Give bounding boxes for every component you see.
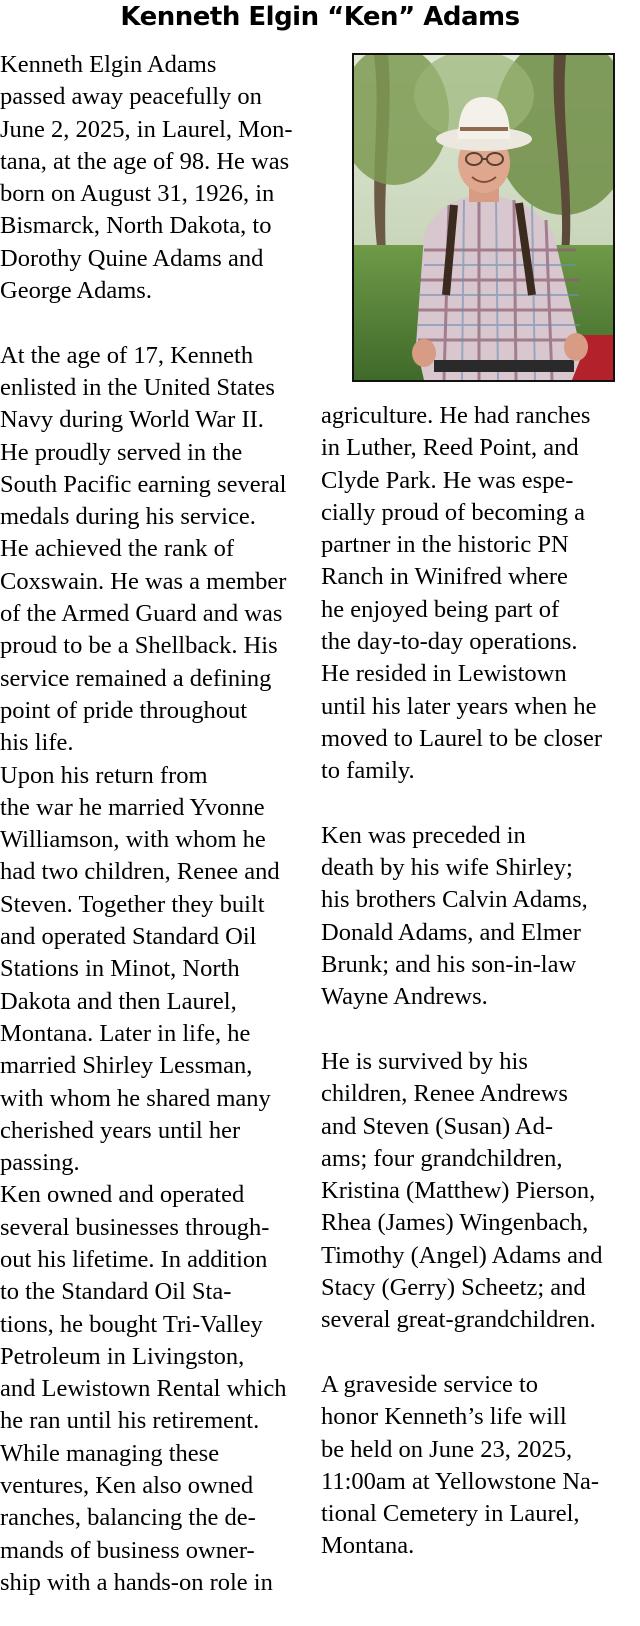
text-line: Montana. Later in life, he [0,1019,251,1047]
text-line: the day-to-day operations. [321,628,578,656]
text-line: He achieved the rank of [0,535,234,563]
text-line: born on August 31, 1926, in [0,180,275,208]
text-line: to the Standard Oil Sta- [0,1278,232,1306]
text-line: Brunk; and his son-in-law [321,951,577,979]
text-line: Timothy (Angel) Adams and [321,1241,603,1269]
text-line: Bismarck, North Dakota, to [0,212,272,240]
text-line: children, Renee Andrews [321,1080,568,1108]
text-line: honor Kenneth’s life will [321,1403,567,1431]
text-line: cially proud of becoming a [321,498,585,526]
text-line: his life. [0,729,74,757]
text-line: moved to Laurel to be closer [321,724,602,752]
text-line: married Shirley Lessman, [0,1052,253,1080]
text-line: He resided in Lewistown [321,660,567,688]
text-line: Rhea (James) Wingenbach, [321,1209,589,1237]
text-line: 11:00am at Yellowstone Na- [321,1467,600,1495]
text-line: Kenneth Elgin Adams [0,51,217,78]
text-line: death by his wife Shirley; [321,854,573,882]
text-line: Navy during World War II. [0,406,264,434]
text-line: Coxswain. He was a member [0,567,287,595]
text-line: ship with a hands-on role in [0,1568,273,1596]
text-line: tions, he bought Tri-Valley [0,1310,263,1338]
text-line: Dorothy Quine Adams and [0,244,264,272]
text-line: point of pride throughout [0,696,248,724]
text-line: and operated Standard Oil [0,923,257,951]
text-line: He is survived by his [321,1047,528,1075]
portrait-photo [352,53,615,382]
obituary-left-column [0,49,310,1599]
text-line: Clyde Park. He was espe- [321,466,574,494]
text-line: Steven. Together they built [0,890,265,918]
text-line: he enjoyed being part of [321,595,560,623]
obituary-right-column [321,400,636,1563]
paragraph-break [321,788,636,820]
text-line: his brothers Calvin Adams, [321,886,588,914]
text-line: Ken was preceded in [321,821,526,849]
text-line: mands of business owner- [0,1536,255,1564]
text-line: Dakota and then Laurel, [0,987,237,1015]
text-line: enlisted in the United States [0,373,275,401]
text-line: medals during his service. [0,503,256,531]
text-line: Montana. [321,1532,415,1560]
text-line: and Lewistown Rental which [0,1375,287,1403]
text-line: Ranch in Winifred where [321,563,568,591]
text-line: While managing these [0,1439,220,1467]
text-line: cherished years until her [0,1116,241,1144]
text-line: Petroleum in Livingston, [0,1342,245,1370]
paragraph-break [321,1014,636,1046]
text-line: George Adams. [0,277,152,305]
text-line: the war he married Yvonne [0,793,265,821]
text-line: in Luther, Reed Point, and [321,434,579,462]
portrait-illustration [354,55,613,380]
text-line: Donald Adams, and Elmer [321,918,581,946]
text-line: Upon his return from [0,761,208,789]
text-line: passed away peacefully on [0,83,262,111]
text-line: A graveside service to [321,1370,539,1398]
text-line: tana, at the age of 98. He was [0,147,290,175]
text-line: out his lifetime. In addition [0,1245,268,1273]
text-line: ranches, balancing the de- [0,1504,256,1532]
text-line: At the age of 17, Kenneth [0,341,254,369]
text-line: Kristina (Matthew) Pierson, [321,1177,596,1205]
text-line: until his later years when he [321,692,597,720]
text-line: Stations in Minot, North [0,955,240,983]
text-line: ventures, Ken also owned [0,1472,254,1500]
paragraph-break [0,307,310,339]
text-line: had two children, Renee and [0,858,280,886]
text-line: Stacy (Gerry) Scheetz; and [321,1274,586,1302]
text-line: with whom he shared many [0,1084,271,1112]
text-line: ams; four grandchildren, [321,1144,563,1172]
text-line: he ran until his retirement. [0,1407,260,1435]
text-line: South Pacific earning several [0,470,287,498]
text-line: be held on June 23, 2025, [321,1435,573,1463]
text-line: June 2, 2025, in Laurel, Mon- [0,115,293,143]
text-line: and Steven (Susan) Ad- [321,1112,554,1140]
text-line: agriculture. He had ranches [321,402,591,429]
text-line: partner in the historic PN [321,531,569,559]
text-line: to family. [321,757,415,785]
text-line: of the Armed Guard and was [0,600,283,628]
text-line: several great-grandchildren. [321,1306,596,1334]
paragraph-break [321,1337,636,1369]
text-line: tional Cemetery in Laurel, [321,1500,580,1528]
text-line: Wayne Andrews. [321,983,488,1011]
text-line: passing. [0,1149,80,1177]
text-line: proud to be a Shellback. His [0,632,278,660]
obituary-title: Kenneth Elgin “Ken” Adams [120,2,520,32]
text-line: several businesses through- [0,1213,270,1241]
text-line: He proudly served in the [0,438,243,466]
text-line: service remained a defining [0,664,272,692]
text-line: Williamson, with whom he [0,826,266,854]
text-line: Ken owned and operated [0,1181,245,1209]
